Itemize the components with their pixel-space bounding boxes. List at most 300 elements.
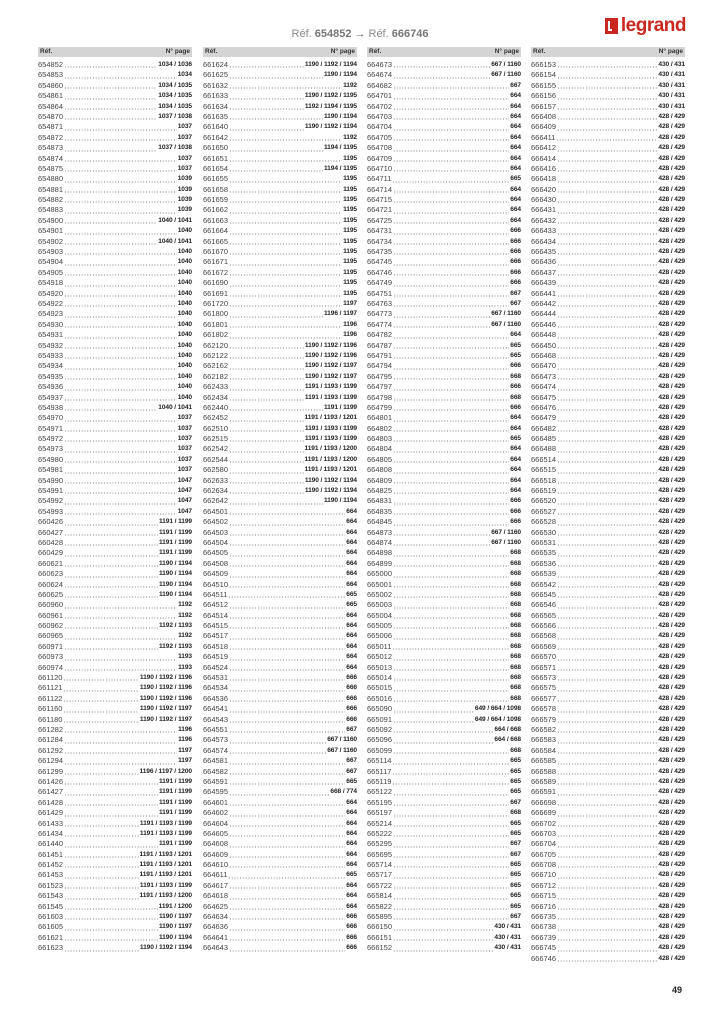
page-reference: 1034 / 1035	[158, 92, 192, 100]
page-reference: 428 / 429	[658, 726, 685, 733]
reference-row	[38, 756, 192, 766]
dot-leader	[64, 882, 139, 889]
dot-leader	[557, 591, 657, 598]
dot-leader	[393, 872, 509, 879]
reference-number: 661429	[38, 808, 64, 818]
reference-number: 662515	[203, 434, 229, 444]
reference-row	[531, 663, 685, 673]
page-reference: 666	[346, 944, 357, 952]
reference-row	[367, 393, 521, 403]
reference-number: 660428	[38, 537, 64, 547]
arrow-right-icon: →	[354, 28, 366, 40]
reference-row	[367, 860, 521, 870]
dot-leader	[557, 61, 657, 68]
page-reference: 1040	[177, 258, 192, 266]
dot-leader	[557, 82, 657, 89]
reference-row	[203, 403, 357, 413]
page-reference: 665	[510, 788, 521, 796]
reference-row	[531, 652, 685, 662]
reference-number: 654873	[38, 143, 64, 153]
dot-leader	[64, 945, 139, 952]
dot-leader	[557, 820, 657, 827]
page-reference: 428 / 429	[658, 871, 685, 879]
page-reference: 428 / 429	[658, 933, 685, 941]
dot-leader	[393, 861, 509, 868]
page-reference: 668	[510, 653, 521, 661]
dot-leader	[64, 145, 157, 152]
dot-leader	[64, 539, 158, 546]
reference-row	[531, 205, 685, 215]
dot-leader	[229, 404, 323, 411]
dot-leader	[64, 591, 158, 598]
reference-row	[38, 465, 192, 475]
dot-leader	[229, 550, 345, 557]
reference-number: 665695	[367, 849, 393, 859]
dot-leader	[229, 269, 342, 276]
page-reference: 1040	[177, 320, 192, 328]
reference-row	[367, 382, 521, 392]
dot-leader	[557, 145, 657, 152]
dot-leader	[64, 103, 157, 110]
reference-column-3	[367, 47, 521, 954]
dot-leader	[64, 861, 138, 868]
page-reference: 1190 / 1194	[323, 71, 357, 79]
dot-leader	[393, 196, 509, 203]
reference-number: 661800	[203, 309, 229, 319]
reference-row	[367, 538, 521, 548]
reference-number: 664710	[367, 163, 393, 173]
reference-number: 665814	[367, 891, 393, 901]
reference-row	[367, 70, 521, 80]
dot-leader	[229, 435, 304, 442]
reference-row	[38, 725, 192, 735]
reference-number: 664835	[367, 506, 393, 516]
reference-number: 661801	[203, 319, 229, 329]
page-reference: 1195	[343, 206, 357, 214]
reference-number: 665006	[367, 631, 393, 641]
page-reference: 668	[510, 549, 521, 557]
page-reference: 664	[510, 112, 521, 120]
reference-row	[531, 496, 685, 506]
dot-leader	[229, 726, 345, 733]
reference-row	[203, 652, 357, 662]
reference-number: 661654	[203, 163, 229, 173]
reference-number: 666588	[531, 766, 557, 776]
reference-list	[203, 60, 357, 954]
page-reference: 668	[510, 809, 521, 817]
reference-row	[367, 91, 521, 101]
dot-leader	[229, 789, 329, 796]
dot-leader	[393, 903, 509, 910]
reference-number: 661802	[203, 330, 229, 340]
dot-leader	[63, 674, 138, 681]
dot-leader	[229, 196, 342, 203]
reference-number: 664634	[203, 912, 229, 922]
reference-row	[203, 247, 357, 257]
reference-row	[367, 164, 521, 174]
dot-leader	[229, 778, 345, 785]
reference-number: 665195	[367, 797, 393, 807]
page-reference: 428 / 429	[658, 642, 685, 650]
page-reference: 667	[510, 850, 521, 858]
page-reference: 666	[346, 705, 357, 713]
dot-leader	[557, 612, 657, 619]
page-reference: 1191 / 1193 / 1201	[304, 466, 357, 474]
dot-leader	[229, 238, 342, 245]
page-reference: 667 / 1160	[491, 61, 521, 68]
reference-number: 664702	[367, 101, 393, 111]
dot-leader	[393, 207, 509, 214]
reference-number: 666571	[531, 662, 557, 672]
reference-number: 664531	[203, 673, 229, 683]
reference-row	[531, 164, 685, 174]
reference-row	[367, 403, 521, 413]
dot-leader	[229, 113, 323, 120]
page-reference: 428 / 429	[658, 913, 685, 921]
dot-leader	[557, 716, 657, 723]
reference-row	[367, 434, 521, 444]
page-reference: 664	[346, 663, 357, 671]
dot-leader	[64, 498, 177, 505]
reference-row	[38, 777, 192, 787]
reference-number: 660962	[38, 621, 64, 631]
dot-leader	[393, 134, 509, 141]
reference-number: 666434	[531, 236, 557, 246]
dot-leader	[393, 186, 509, 193]
dot-leader	[64, 602, 177, 609]
page-reference: 667	[510, 299, 521, 307]
dot-leader	[64, 404, 157, 411]
reference-number: 654938	[38, 402, 64, 412]
page-reference: 665	[510, 767, 521, 775]
page-reference: 664	[510, 331, 521, 339]
reference-row	[531, 237, 685, 247]
reference-row	[38, 933, 192, 943]
page-reference: 428 / 429	[658, 798, 685, 806]
reference-number: 654935	[38, 371, 64, 381]
reference-row	[531, 611, 685, 621]
reference-row	[367, 621, 521, 631]
dot-leader	[557, 758, 657, 765]
reference-row	[367, 205, 521, 215]
dot-leader	[64, 768, 138, 775]
dot-leader	[64, 435, 177, 442]
reference-row	[38, 278, 192, 288]
page-reference: 1191 / 1199	[158, 518, 192, 526]
reference-number: 666441	[531, 288, 557, 298]
reference-number: 664725	[367, 215, 393, 225]
page-reference: 1190 / 1192 / 1196	[304, 351, 357, 359]
page-reference: 664 / 668	[494, 736, 521, 744]
reference-row	[367, 185, 521, 195]
page-reference: 1040	[177, 279, 192, 287]
reference-row	[38, 476, 192, 486]
dot-leader	[393, 674, 509, 681]
dot-leader	[229, 602, 345, 609]
dot-leader	[557, 248, 657, 255]
page-reference: 428 / 429	[658, 216, 685, 224]
dot-leader	[229, 103, 304, 110]
page-reference: 1196 / 1197	[323, 310, 357, 318]
reference-number: 654874	[38, 153, 64, 163]
reference-row	[531, 60, 685, 70]
dot-leader	[64, 196, 177, 203]
dot-leader	[393, 217, 509, 224]
reference-number: 661633	[203, 91, 229, 101]
reference-row	[38, 216, 192, 226]
reference-row	[203, 60, 357, 70]
dot-leader	[64, 155, 177, 162]
page-reference: 1040	[177, 331, 192, 339]
page-reference: 666	[510, 497, 521, 505]
reference-number: 664801	[367, 413, 393, 423]
reference-row	[203, 237, 357, 247]
dot-leader	[393, 539, 490, 546]
page-reference: 665	[510, 757, 521, 765]
dot-leader	[229, 695, 345, 702]
dot-leader	[557, 602, 657, 609]
reference-row	[367, 112, 521, 122]
reference-row	[38, 829, 192, 839]
reference-number: 662452	[203, 413, 229, 423]
dot-leader	[557, 830, 657, 837]
reference-number: 664873	[367, 527, 393, 537]
page-reference: 1196 / 1197 / 1200	[139, 767, 192, 775]
reference-number: 664711	[367, 174, 392, 184]
reference-row	[367, 154, 521, 164]
reference-number: 654860	[38, 80, 64, 90]
reference-row	[38, 590, 192, 600]
page-reference: 1190 / 1192 / 1194	[304, 487, 357, 495]
page-header: N° page	[658, 48, 683, 55]
reference-row	[531, 174, 685, 184]
dot-leader	[229, 581, 345, 588]
dot-leader	[64, 82, 157, 89]
reference-row	[367, 580, 521, 590]
page-reference: 666	[510, 227, 521, 235]
dot-leader	[393, 259, 509, 266]
reference-number: 654902	[38, 236, 64, 246]
reference-number: 664534	[203, 683, 229, 693]
dot-leader	[557, 934, 657, 941]
reference-row	[367, 548, 521, 558]
reference-row	[203, 528, 357, 538]
page-reference: 1190 / 1192 / 1197	[139, 705, 192, 713]
dot-leader	[64, 384, 177, 391]
dot-leader	[557, 622, 657, 629]
page-reference: 1039	[177, 175, 192, 183]
reference-row	[367, 351, 521, 361]
dot-leader	[393, 487, 509, 494]
page-reference: 428 / 429	[658, 497, 685, 505]
dot-leader	[393, 737, 493, 744]
reference-number: 662634	[203, 486, 229, 496]
page-reference: 1040	[177, 299, 192, 307]
reference-row	[531, 767, 685, 777]
reference-number: 661284	[38, 735, 64, 745]
dot-leader	[393, 633, 509, 640]
dot-leader	[64, 737, 177, 744]
reference-number: 665015	[367, 683, 393, 693]
page-reference: 428 / 429	[658, 715, 685, 723]
page-reference: 668	[510, 570, 521, 578]
reference-number: 664774	[367, 319, 393, 329]
page-reference: 1190 / 1194	[158, 933, 192, 941]
page-reference: 1190 / 1197	[158, 923, 192, 931]
page-reference: 1034	[177, 71, 192, 79]
page-reference: 428 / 429	[658, 538, 685, 546]
dot-leader	[229, 373, 304, 380]
reference-row	[203, 777, 357, 787]
ref-header: Réf.	[205, 48, 218, 55]
reference-row	[38, 767, 192, 777]
reference-row	[367, 237, 521, 247]
reference-number: 664705	[367, 132, 393, 142]
page-reference: 667 / 1160	[491, 538, 521, 546]
dot-leader	[393, 394, 509, 401]
dot-leader	[557, 945, 657, 952]
reference-number: 666418	[531, 174, 557, 184]
reference-number: 661434	[38, 828, 64, 838]
ref-label-to: Réf.	[368, 28, 389, 40]
dot-leader	[229, 415, 303, 422]
dot-leader	[229, 882, 345, 889]
reference-number: 662433	[203, 382, 229, 392]
reference-row	[531, 943, 685, 953]
reference-number: 664514	[203, 610, 229, 620]
reference-row	[38, 122, 192, 132]
page-reference: 428 / 429	[658, 694, 685, 702]
dot-leader	[64, 487, 177, 494]
dot-leader	[64, 415, 177, 422]
dot-leader	[393, 591, 509, 598]
dot-leader	[393, 446, 509, 453]
reference-row	[38, 673, 192, 683]
reference-number: 662122	[203, 350, 229, 360]
reference-number: 666479	[531, 413, 557, 423]
reference-number: 666568	[531, 631, 557, 641]
reference-number: 665090	[367, 704, 393, 714]
reference-row	[531, 434, 685, 444]
page-reference: 664	[346, 518, 357, 526]
page-reference: 664	[346, 902, 357, 910]
ref-header: Réf.	[533, 48, 546, 55]
page-reference: 1195	[343, 175, 357, 183]
dot-leader	[557, 228, 657, 235]
reference-row	[367, 496, 521, 506]
page-reference: 668	[510, 622, 521, 630]
dot-leader	[557, 924, 657, 931]
reference-number: 666569	[531, 641, 557, 651]
reference-row	[203, 268, 357, 278]
reference-row	[38, 787, 192, 797]
reference-row	[203, 330, 357, 340]
dot-leader	[557, 321, 657, 328]
page-reference: 428 / 429	[658, 632, 685, 640]
page-reference: 430 / 431	[658, 81, 685, 89]
page-reference: 428 / 429	[658, 112, 685, 120]
reference-row	[203, 600, 357, 610]
reference-row	[531, 590, 685, 600]
page-reference: 428 / 429	[658, 445, 685, 453]
page-reference: 667	[510, 840, 521, 848]
page-reference: 1040	[177, 362, 192, 370]
reference-number: 661294	[38, 756, 64, 766]
dot-leader	[64, 571, 158, 578]
reference-row	[531, 226, 685, 236]
page-reference: 1040	[177, 383, 192, 391]
page-reference: 1037	[177, 424, 192, 432]
page-reference: 428 / 429	[658, 455, 685, 463]
reference-number: 664605	[203, 828, 229, 838]
reference-row	[367, 704, 521, 714]
reference-row	[38, 538, 192, 548]
dot-leader	[393, 602, 509, 609]
page-reference: 1040	[177, 372, 192, 380]
dot-leader	[64, 654, 177, 661]
reference-row	[367, 673, 521, 683]
reference-number: 661452	[38, 860, 64, 870]
dot-leader	[229, 311, 323, 318]
dot-leader	[557, 456, 657, 463]
page-reference: 664	[510, 133, 521, 141]
reference-number: 666712	[531, 880, 557, 890]
page-reference: 667	[346, 767, 357, 775]
page-reference: 668	[510, 372, 521, 380]
dot-leader	[229, 737, 326, 744]
reference-number: 666575	[531, 683, 557, 693]
dot-leader	[64, 934, 158, 941]
reference-number: 661180	[38, 714, 63, 724]
dot-leader	[229, 799, 345, 806]
dot-leader	[393, 571, 509, 578]
reference-row	[38, 164, 192, 174]
page-reference: 428 / 429	[658, 268, 685, 276]
dot-leader	[63, 685, 138, 692]
page-reference: 668	[510, 611, 521, 619]
reference-number: 660971	[38, 641, 64, 651]
page-reference: 1190 / 1194	[158, 590, 192, 598]
reference-number: 662633	[203, 475, 229, 485]
reference-number: 661658	[203, 184, 229, 194]
reference-row	[203, 881, 357, 891]
page-reference: 667 / 1160	[327, 746, 357, 754]
reference-number: 664643	[203, 943, 229, 953]
page-reference: 1190 / 1192 / 1196	[139, 694, 192, 702]
reference-number: 664791	[367, 350, 393, 360]
reference-row	[531, 715, 685, 725]
reference-number: 666153	[531, 60, 557, 69]
reference-number: 666591	[531, 787, 557, 797]
reference-number: 654871	[38, 122, 64, 132]
dot-leader	[229, 217, 342, 224]
reference-number: 662580	[203, 465, 229, 475]
reference-number: 666704	[531, 839, 557, 849]
reference-row	[38, 611, 192, 621]
reference-row	[367, 413, 521, 423]
dot-leader	[557, 560, 657, 567]
dot-leader	[557, 726, 657, 733]
legrand-logo-text: legrand	[620, 15, 686, 36]
page-reference: 665	[510, 892, 521, 900]
page-reference: 1040 / 1041	[158, 403, 192, 411]
page-reference: 428 / 429	[658, 237, 685, 245]
reference-row	[531, 185, 685, 195]
page-reference: 1190 / 1194	[323, 497, 357, 505]
reference-number: 666705	[531, 849, 557, 859]
page-reference: 428 / 429	[658, 507, 685, 515]
reference-row	[203, 372, 357, 382]
